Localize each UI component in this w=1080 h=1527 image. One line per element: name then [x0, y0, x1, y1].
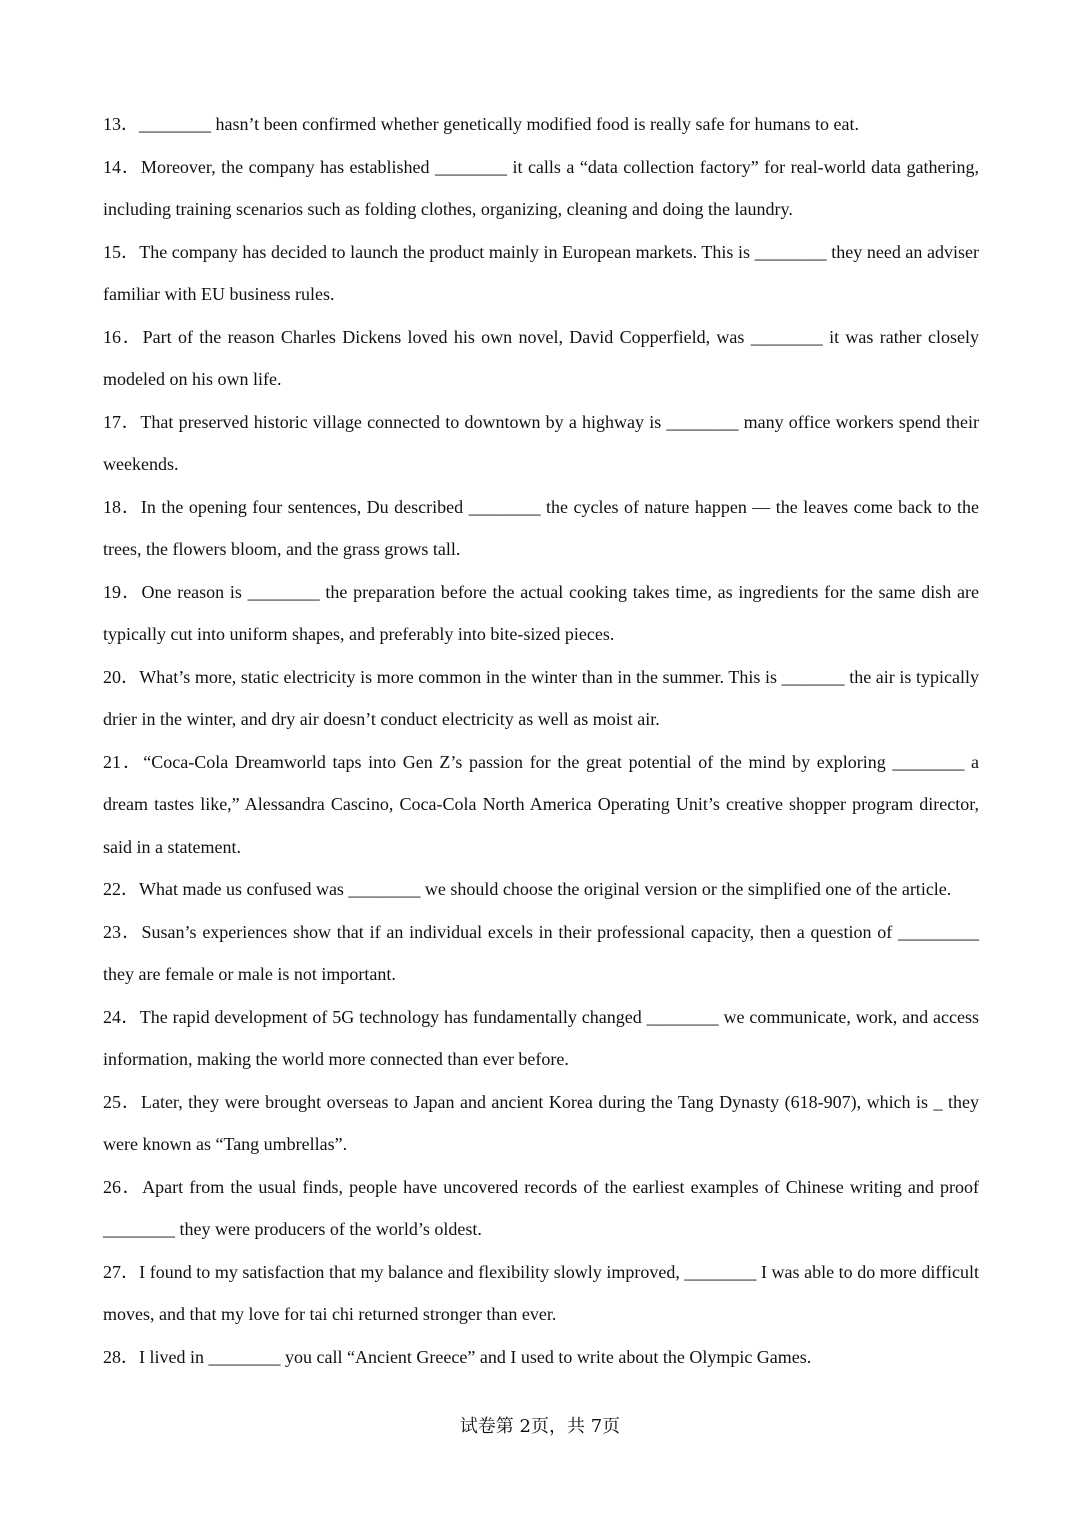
question-19: 19．One reason is ________ the preparation before the actual cooking takes time, as ingredients for the same dish are typically cut into uniform shapes, and preferably into bite-sized pieces. [103, 581, 979, 644]
question-14: 14．Moreover, the company has established ________ it calls a “data collection factory” for real-world data gathering, including training scenarios such as folding clothes, organizing, cleaning and doing the laundry. [103, 156, 979, 219]
question-20: 20．What’s more, static electricity is more common in the winter than in the summer. This is _______ the air is typically drier in the winter, and dry air doesn’t conduct electricity as well as moist air. [103, 666, 979, 729]
question-23: 23．Susan’s experiences show that if an individual excels in their professional capacity, then a question of _________ they are female or male is not important. [103, 921, 979, 984]
question-22: 22．What made us confused was ________ we should choose the original version or the simplified one of the article. [103, 879, 952, 899]
question-28: 28．I lived in ________ you call “Ancient Greece” and I used to write about the Olympic Games. [103, 1346, 812, 1367]
question-21: 21．“Coca-Cola Dreamworld taps into Gen Z’s passion for the great potential of the mind by exploring ________ a dream tastes like,” Alessandra Cascino, Coca-Cola North America Operating Unit’s creative shopper program director, said in a statement. [103, 751, 979, 857]
question-15: 15．The company has decided to launch the product mainly in European markets. This is ________ they need an adviser familiar with EU business rules. [103, 241, 979, 304]
question-26: 26．Apart from the usual finds, people have uncovered records of the earliest examples of Chinese writing and proof ________ they were producers of the world’s oldest. [103, 1176, 979, 1239]
question-27: 27．I found to my satisfaction that my balance and flexibility slowly improved, ________ I was able to do more difficult moves, and that my love for tai chi returned stronger than ever. [103, 1261, 979, 1324]
question-16: 16．Part of the reason Charles Dickens loved his own novel, David Copperfield, was ________ it was rather closely modeled on his own life. [103, 326, 979, 389]
question-18: 18．In the opening four sentences, Du described ________ the cycles of nature happen — the leaves come back to the trees, the flowers bloom, and the grass grows tall. [103, 496, 979, 559]
question-13: 13．________ hasn’t been confirmed whether genetically modified food is really safe for humans to eat. [103, 114, 859, 134]
question-24: 24．The rapid development of 5G technology has fundamentally changed ________ we communicate, work, and access information, making the world more connected than ever before. [103, 1006, 979, 1069]
question-list [103, 103, 979, 1378]
page-footer: 试卷第 2页，共 7页 [459, 1416, 621, 1437]
question-25: 25．Later, they were brought overseas to Japan and ancient Korea during the Tang Dynasty (618-907), which is _ they were known as “Tang umbrellas”. [103, 1091, 979, 1154]
question-17: 17．That preserved historic village connected to downtown by a highway is ________ many office workers spend their weekends. [103, 411, 979, 474]
